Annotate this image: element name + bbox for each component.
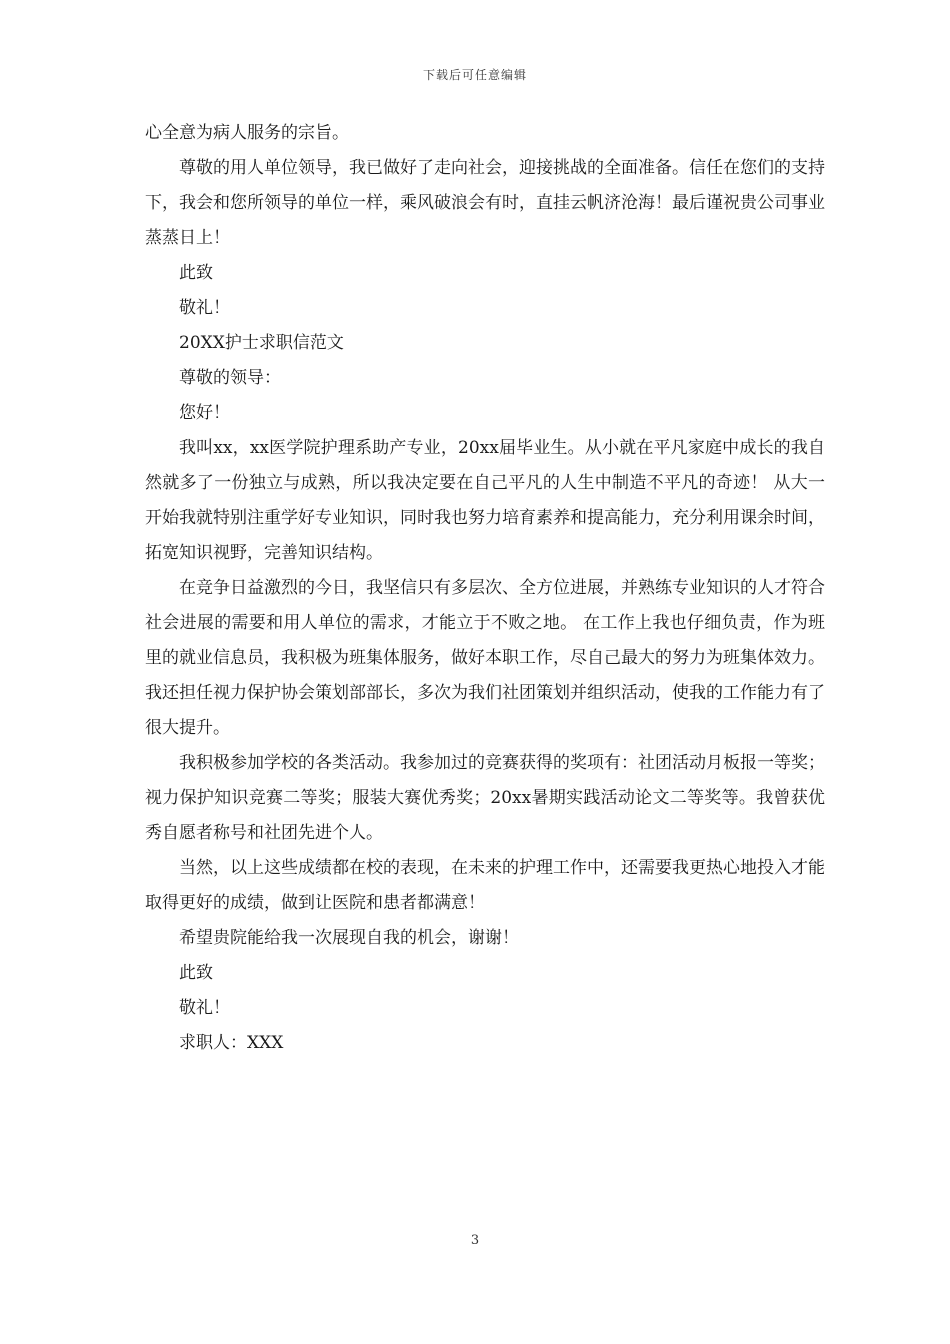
salutation-cizhi-2: 此致 <box>179 963 213 983</box>
section-title: 20XX护士求职信范文 <box>179 333 344 353</box>
signature-applicant: 求职人：XXX <box>179 1033 284 1053</box>
page-header: 下载后可任意编辑 <box>422 68 527 82</box>
greeting-recipient: 尊敬的领导： <box>179 368 281 388</box>
salutation-cizhi: 此致 <box>179 263 213 283</box>
paragraph-closing-wish: 尊敬的用人单位领导，我已做好了走向社会，迎接挑战的全面准备。信任在您们的支持下，我会和您所领导的单位一样，乘风破浪会有时，直挂云帆济沧海！最后谨祝贵公司事业蒸蒸日上！ <box>145 158 825 248</box>
paragraph-activities: 我积极参加学校的各类活动。我参加过的竞赛获得的奖项有：社团活动月板报一等奖；视力保护知识竞赛二等奖；服装大赛优秀奖；20xx暑期实践活动论文二等奖等。我曾获优秀自愿者称号和社团先进个人。 <box>145 753 825 843</box>
page-number: 3 <box>470 1233 480 1248</box>
document-body <box>145 116 825 1061</box>
paragraph-hope: 希望贵院能给我一次展现自我的机会，谢谢！ <box>179 928 519 948</box>
paragraph-competition: 在竞争日益激烈的今日，我坚信只有多层次、全方位进展，并熟练专业知识的人才符合社会进展的需要和用人单位的需求，才能立于不败之地。 在工作上我也仔细负责，作为班里的就业信息员，我积极为班集体服务，做好本职工作，尽自己最大的努力为班集体效力。我还担任视力保护协会策划部部长，多次为我们社团策划并组织活动，使我的工作能力有了很大提升。 <box>145 578 825 738</box>
greeting-hello: 您好！ <box>179 403 230 423</box>
paragraph-achievements: 当然，以上这些成绩都在校的表现，在未来的护理工作中，还需要我更热心地投入才能取得更好的成绩，做到让医院和患者都满意！ <box>145 858 825 913</box>
paragraph-continuation: 心全意为病人服务的宗旨。 <box>145 123 349 143</box>
paragraph-introduction: 我叫xx，xx医学院护理系助产专业，20xx届毕业生。从小就在平凡家庭中成长的我自然就多了一份独立与成熟，所以我决定要在自己平凡的人生中制造不平凡的奇迹！ 从大一开始我就特别注重学好专业知识，同时我也努力培育素养和提高能力，充分利用课余时间，拓宽知识视野，完善知识结构。 <box>145 438 825 563</box>
salutation-jingli-2: 敬礼！ <box>179 998 230 1018</box>
salutation-jingli: 敬礼！ <box>179 298 230 318</box>
